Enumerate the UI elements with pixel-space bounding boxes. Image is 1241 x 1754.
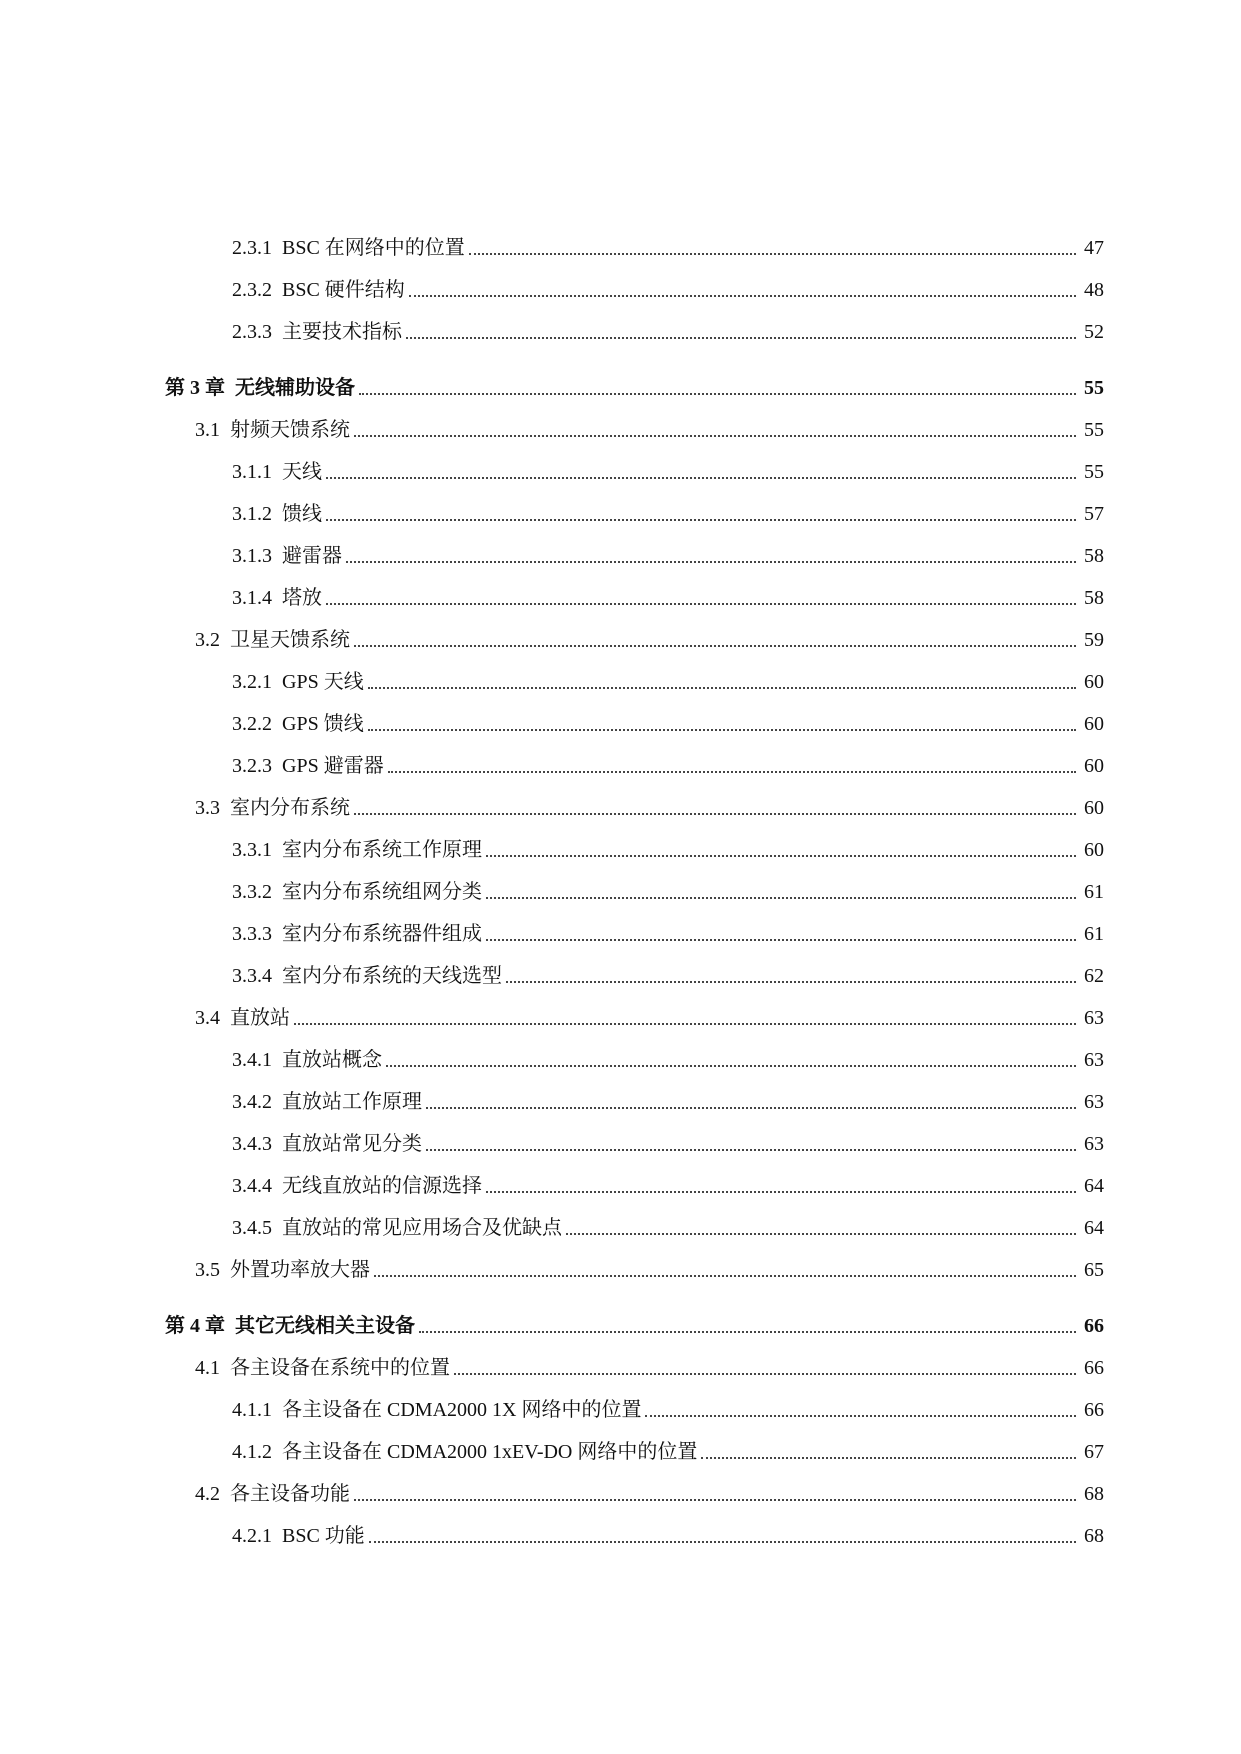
toc-entry-number: 3.2.1 [232,671,272,693]
toc-entry-section[interactable] [0,619,1241,661]
dot-leader [354,1499,1076,1501]
toc-entry-title: 室内分布系统组网分类 [282,881,482,903]
toc-entry-text [232,231,467,260]
toc-entry-subsection[interactable] [0,1039,1241,1081]
toc-entry-number: 第 3 章 [165,377,225,399]
toc-entry-title: 各主设备在 CDMA2000 1xEV-DO 网络中的位置 [282,1441,698,1463]
toc-entry-subsection[interactable] [0,1165,1241,1207]
toc-entry-title: BSC 功能 [282,1525,365,1547]
toc-entry-title: 各主设备在系统中的位置 [230,1357,450,1379]
toc-entry-number: 3.4.1 [232,1049,272,1071]
dot-leader [294,1023,1076,1025]
toc-entry-page-number: 52 [1084,321,1104,343]
toc-entry-number: 3.3.4 [232,965,272,987]
toc-entry-chapter[interactable] [0,1291,1241,1347]
toc-entry-page-number: 59 [1084,629,1104,651]
toc-entry-subsection[interactable] [0,577,1241,619]
toc-entry-subsection[interactable] [0,745,1241,787]
dot-leader [426,1107,1076,1109]
toc-entry-subsection[interactable] [0,955,1241,997]
toc-entry-number: 3.1.1 [232,461,272,483]
toc-entry-text [232,581,324,610]
toc-entry-number: 3.1.4 [232,587,272,609]
toc-entry-text [232,315,404,344]
toc-entry-text [232,497,324,526]
toc-entry-text [232,917,484,946]
dot-leader [506,981,1076,983]
toc-entry-page-number: 60 [1084,755,1104,777]
dot-leader [469,253,1076,255]
table-of-contents [0,227,1241,1557]
toc-entry-title: 外置功率放大器 [230,1259,370,1281]
toc-entry-title: 主要技术指标 [282,321,402,343]
toc-entry-title: 各主设备功能 [230,1483,350,1505]
toc-entry-page-number: 66 [1084,1315,1104,1337]
toc-entry-number: 3.4.4 [232,1175,272,1197]
toc-entry-number: 3.4.2 [232,1091,272,1113]
toc-entry-number: 3.2.2 [232,713,272,735]
toc-entry-chapter[interactable] [0,353,1241,409]
toc-entry-number: 3.4.3 [232,1133,272,1155]
toc-entry-subsection[interactable] [0,269,1241,311]
dot-leader [368,687,1076,689]
toc-entry-text [232,707,366,736]
toc-entry-subsection[interactable] [0,829,1241,871]
dot-leader [406,337,1076,339]
toc-entry-text [195,1001,292,1030]
toc-entry-number: 3.1.3 [232,545,272,567]
toc-entry-section[interactable] [0,1347,1241,1389]
toc-entry-subsection[interactable] [0,703,1241,745]
toc-entry-page-number: 64 [1084,1217,1104,1239]
toc-entry-page-number: 66 [1084,1399,1104,1421]
dot-leader [454,1373,1076,1375]
toc-entry-text [195,1351,452,1380]
dot-leader [486,939,1076,941]
toc-entry-text [232,665,366,694]
toc-entry-number: 3.2 [195,629,220,651]
toc-entry-title: GPS 避雷器 [282,755,384,777]
dot-leader [369,1541,1076,1543]
toc-entry-title: 室内分布系统器件组成 [282,923,482,945]
toc-entry-number: 4.1 [195,1357,220,1379]
toc-entry-page-number: 67 [1084,1441,1104,1463]
toc-entry-page-number: 63 [1084,1091,1104,1113]
toc-entry-section[interactable] [0,997,1241,1039]
dot-leader [645,1415,1076,1417]
toc-entry-page-number: 55 [1084,461,1104,483]
toc-entry-text [232,1169,484,1198]
toc-entry-text [232,455,324,484]
toc-entry-title: 直放站工作原理 [282,1091,422,1113]
toc-entry-subsection[interactable] [0,493,1241,535]
toc-entry-number: 2.3.2 [232,279,272,301]
dot-leader [359,393,1076,395]
toc-entry-page-number: 57 [1084,503,1104,525]
toc-entry-page-number: 62 [1084,965,1104,987]
dot-leader [701,1457,1076,1459]
toc-entry-title: 其它无线相关主设备 [235,1315,415,1337]
toc-entry-subsection[interactable] [0,227,1241,269]
toc-entry-page-number: 63 [1084,1049,1104,1071]
dot-leader [354,813,1076,815]
toc-entry-number: 3.3 [195,797,220,819]
toc-entry-number: 3.1.2 [232,503,272,525]
toc-entry-subsection[interactable] [0,535,1241,577]
toc-entry-section[interactable] [0,787,1241,829]
toc-entry-text [232,273,407,302]
toc-entry-subsection[interactable] [0,1123,1241,1165]
toc-entry-text [195,413,352,442]
toc-entry-title: BSC 硬件结构 [282,279,405,301]
dot-leader [419,1331,1076,1333]
toc-entry-page-number: 60 [1084,797,1104,819]
toc-entry-page-number: 65 [1084,1259,1104,1281]
toc-entry-title: BSC 在网络中的位置 [282,237,465,259]
toc-entry-title: 塔放 [282,587,322,609]
toc-entry-number: 3.4 [195,1007,220,1029]
toc-entry-title: 直放站 [230,1007,290,1029]
toc-entry-subsection[interactable] [0,913,1241,955]
dot-leader [426,1149,1076,1151]
toc-entry-page-number: 61 [1084,881,1104,903]
toc-entry-text [232,1127,424,1156]
dot-leader [388,771,1076,773]
toc-entry-title: 室内分布系统工作原理 [282,839,482,861]
toc-entry-text [195,791,352,820]
dot-leader [486,1191,1076,1193]
toc-entry-text [232,875,484,904]
toc-entry-number: 4.1.2 [232,1441,272,1463]
toc-entry-title: 直放站的常见应用场合及优缺点 [282,1217,562,1239]
toc-entry-number: 3.2.3 [232,755,272,777]
toc-entry-page-number: 58 [1084,587,1104,609]
toc-entry-number: 2.3.3 [232,321,272,343]
toc-entry-title: 射频天馈系统 [230,419,350,441]
toc-entry-subsection[interactable] [0,311,1241,353]
toc-entry-subsection[interactable] [0,1207,1241,1249]
toc-entry-text [232,1043,384,1072]
toc-entry-text [232,1393,643,1422]
toc-entry-text [232,833,484,862]
toc-entry-page-number: 63 [1084,1133,1104,1155]
toc-entry-number: 3.3.2 [232,881,272,903]
toc-entry-text [232,749,386,778]
toc-entry-page-number: 55 [1084,377,1104,399]
toc-entry-title: 天线 [282,461,322,483]
toc-entry-text [165,1309,417,1338]
dot-leader [486,855,1076,857]
toc-entry-page-number: 47 [1084,237,1104,259]
toc-entry-page-number: 64 [1084,1175,1104,1197]
toc-entry-page-number: 63 [1084,1007,1104,1029]
toc-entry-text [232,959,504,988]
toc-entry-page-number: 60 [1084,671,1104,693]
toc-entry-title: 馈线 [282,503,322,525]
toc-entry-page-number: 48 [1084,279,1104,301]
dot-leader [326,519,1076,521]
toc-entry-section[interactable] [0,409,1241,451]
toc-entry-text [195,1253,372,1282]
toc-entry-subsection[interactable] [0,1431,1241,1473]
toc-entry-subsection[interactable] [0,871,1241,913]
toc-entry-title: 无线直放站的信源选择 [282,1175,482,1197]
toc-entry-title: 直放站概念 [282,1049,382,1071]
toc-entry-page-number: 58 [1084,545,1104,567]
toc-entry-page-number: 68 [1084,1525,1104,1547]
toc-entry-text [232,1085,424,1114]
toc-entry-title: GPS 馈线 [282,713,364,735]
toc-entry-section[interactable] [0,1249,1241,1291]
toc-entry-title: 室内分布系统 [230,797,350,819]
toc-entry-text [232,1211,564,1240]
toc-entry-subsection[interactable] [0,1081,1241,1123]
toc-entry-number: 3.5 [195,1259,220,1281]
toc-entry-page-number: 66 [1084,1357,1104,1379]
toc-entry-title: 无线辅助设备 [235,377,355,399]
dot-leader [486,897,1076,899]
toc-entry-subsection[interactable] [0,1515,1241,1557]
toc-entry-title: 各主设备在 CDMA2000 1X 网络中的位置 [282,1399,642,1421]
dot-leader [566,1233,1076,1235]
toc-entry-text [195,623,352,652]
toc-entry-subsection[interactable] [0,661,1241,703]
toc-entry-number: 3.3.3 [232,923,272,945]
toc-entry-number: 4.2.1 [232,1525,272,1547]
dot-leader [374,1275,1076,1277]
dot-leader [354,435,1076,437]
toc-entry-number: 2.3.1 [232,237,272,259]
toc-entry-number: 第 4 章 [165,1315,225,1337]
toc-entry-number: 3.1 [195,419,220,441]
dot-leader [346,561,1076,563]
toc-entry-page-number: 61 [1084,923,1104,945]
toc-entry-subsection[interactable] [0,451,1241,493]
toc-entry-page-number: 55 [1084,419,1104,441]
dot-leader [368,729,1076,731]
toc-entry-subsection[interactable] [0,1389,1241,1431]
toc-entry-number: 4.1.1 [232,1399,272,1421]
toc-entry-number: 3.3.1 [232,839,272,861]
toc-entry-text [232,1519,367,1548]
toc-entry-text [232,539,344,568]
dot-leader [386,1065,1076,1067]
dot-leader [326,477,1076,479]
toc-entry-text [232,1435,699,1464]
toc-entry-title: 卫星天馈系统 [230,629,350,651]
toc-entry-section[interactable] [0,1473,1241,1515]
toc-entry-number: 3.4.5 [232,1217,272,1239]
toc-entry-title: GPS 天线 [282,671,364,693]
toc-entry-text [165,371,357,400]
toc-entry-title: 避雷器 [282,545,342,567]
toc-entry-page-number: 60 [1084,839,1104,861]
dot-leader [409,295,1076,297]
dot-leader [326,603,1076,605]
dot-leader [354,645,1076,647]
toc-entry-title: 直放站常见分类 [282,1133,422,1155]
toc-entry-page-number: 68 [1084,1483,1104,1505]
toc-entry-title: 室内分布系统的天线选型 [282,965,502,987]
toc-entry-text [195,1477,352,1506]
toc-entry-page-number: 60 [1084,713,1104,735]
toc-entry-number: 4.2 [195,1483,220,1505]
